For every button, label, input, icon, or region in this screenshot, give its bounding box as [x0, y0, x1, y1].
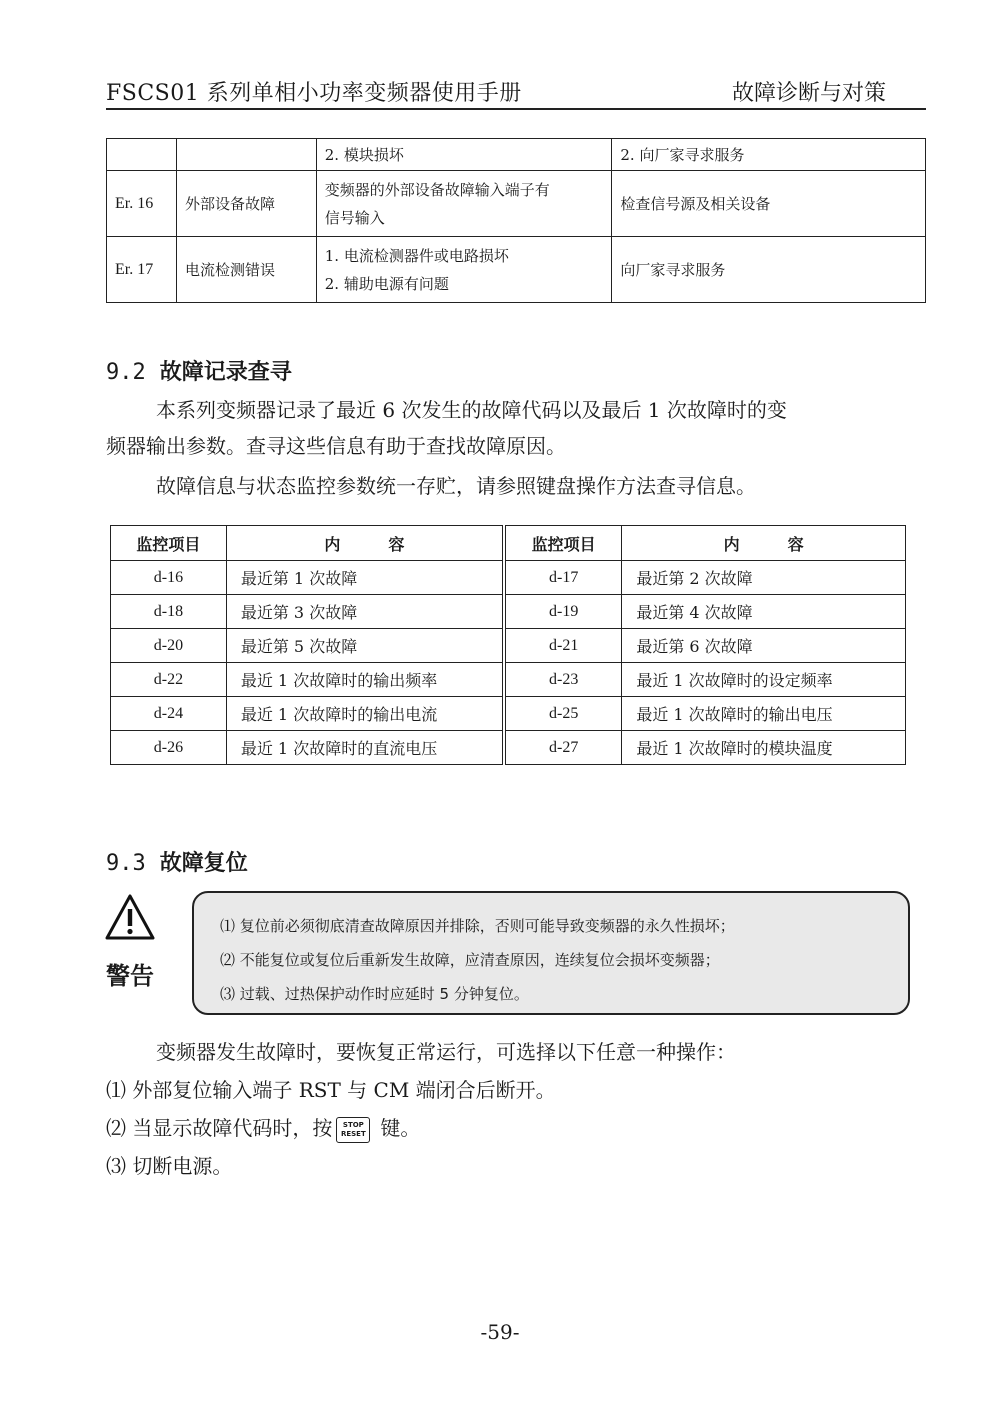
- table-row: [107, 171, 926, 237]
- monitor-code: d-27: [504, 731, 622, 765]
- fault-action: 检查信号源及相关设备: [612, 171, 926, 237]
- reset-step: ⑶ 切断电源。: [106, 1154, 233, 1178]
- monitor-code: d-24: [111, 697, 227, 731]
- fault-cause-line: 2. 模块损坏: [324, 145, 404, 164]
- monitor-content: 最近 1 次故障时的设定频率: [622, 663, 906, 697]
- table-row: [111, 697, 906, 731]
- column-header: 内 容: [622, 526, 906, 561]
- fault-name: 外部设备故障: [176, 171, 316, 237]
- fault-cause: [316, 139, 612, 171]
- monitor-content: 最近第 2 次故障: [622, 561, 906, 595]
- monitor-code: d-16: [111, 561, 227, 595]
- table-row: [111, 731, 906, 765]
- monitor-code: d-19: [504, 595, 622, 629]
- paragraph-line: 本系列变频器记录了最近 6 次发生的故障代码以及最后 1 次故障时的变: [156, 398, 787, 422]
- monitor-content: 最近第 6 次故障: [622, 629, 906, 663]
- monitor-content: 最近第 5 次故障: [226, 629, 504, 663]
- reset-step: [106, 1110, 420, 1146]
- monitor-content: 最近第 1 次故障: [226, 561, 504, 595]
- table-row: [107, 139, 926, 171]
- warning-triangle-icon: [104, 893, 156, 941]
- monitor-code: d-17: [504, 561, 622, 595]
- column-header: 内 容: [226, 526, 504, 561]
- fault-code: Er. 16: [107, 171, 177, 237]
- reset-step-text: ⑵ 当显示故障代码时，按: [106, 1116, 333, 1140]
- monitor-content: 最近 1 次故障时的输出电流: [226, 697, 504, 731]
- section-9-3-heading: [106, 846, 248, 877]
- paragraph-line: 频器输出参数。查寻这些信息有助于查找故障原因。: [106, 434, 566, 458]
- monitor-code: d-23: [504, 663, 622, 697]
- section-number: 9.3: [106, 851, 146, 876]
- section-number: 9.2: [106, 360, 146, 385]
- fault-cause-line: 信号输入: [324, 208, 385, 227]
- monitor-content: 最近第 3 次故障: [226, 595, 504, 629]
- table-row: [107, 237, 926, 303]
- key-label: STOP: [342, 1120, 364, 1129]
- stop-reset-key-icon: [336, 1117, 370, 1143]
- fault-table: [106, 138, 926, 303]
- monitor-content: 最近 1 次故障时的模块温度: [622, 731, 906, 765]
- reset-step-text: 键。: [380, 1116, 421, 1140]
- fault-code: [107, 139, 177, 171]
- monitor-code: d-18: [111, 595, 227, 629]
- fault-cause: [316, 171, 612, 237]
- fault-cause-line: 2. 辅助电源有问题: [324, 274, 449, 293]
- monitor-content: 最近第 4 次故障: [622, 595, 906, 629]
- fault-name: [176, 139, 316, 171]
- table-row: [111, 629, 906, 663]
- header-chapter: 故障诊断与对策: [731, 81, 886, 106]
- paragraph-line: 变频器发生故障时，要恢复正常运行，可选择以下任意一种操作：: [156, 1040, 736, 1064]
- fault-code: Er. 17: [107, 237, 177, 303]
- fault-action: 2. 向厂家寻求服务: [612, 139, 926, 171]
- monitor-code: d-21: [504, 629, 622, 663]
- column-header: 监控项目: [111, 526, 227, 561]
- reset-step: ⑴ 外部复位输入端子 RST 与 CM 端闭合后断开。: [106, 1078, 556, 1102]
- section-9-2-heading: [106, 355, 292, 386]
- warning-label: 警告: [106, 962, 154, 990]
- table-row: [111, 663, 906, 697]
- monitor-code: d-26: [111, 731, 227, 765]
- monitor-content: 最近 1 次故障时的输出频率: [226, 663, 504, 697]
- table-header-row: [111, 526, 906, 561]
- header-title: FSCS01 系列单相小功率变频器使用手册: [106, 81, 522, 106]
- table-row: [111, 561, 906, 595]
- monitor-code: d-22: [111, 663, 227, 697]
- monitor-content: 最近 1 次故障时的输出电压: [622, 697, 906, 731]
- warning-box: [192, 891, 910, 1015]
- section-title: 故障复位: [159, 851, 248, 876]
- column-header: 监控项目: [504, 526, 622, 561]
- section-title: 故障记录查寻: [159, 360, 292, 385]
- key-label: RESET: [340, 1129, 366, 1138]
- fault-cause-line: 1. 电流检测器件或电路损坏: [324, 246, 509, 265]
- fault-cause: [316, 237, 612, 303]
- monitor-code: d-25: [504, 697, 622, 731]
- table-row: [111, 595, 906, 629]
- warning-item: ⑵ 不能复位或复位后重新发生故障，应清查原因，连续复位会损坏变频器；: [220, 951, 720, 969]
- fault-name: 电流检测错误: [176, 237, 316, 303]
- fault-action: 向厂家寻求服务: [612, 237, 926, 303]
- warning-item: ⑴ 复位前必须彻底清查故障原因并排除，否则可能导致变频器的永久性损坏；: [220, 917, 735, 935]
- monitor-table: [110, 525, 906, 765]
- monitor-content: 最近 1 次故障时的直流电压: [226, 731, 504, 765]
- page-number: -59-: [480, 1320, 520, 1344]
- warning-item: ⑶ 过载、过热保护动作时应延时 5 分钟复位。: [220, 985, 529, 1003]
- fault-cause-line: 变频器的外部设备故障输入端子有: [324, 180, 550, 199]
- header-rule: [106, 108, 926, 110]
- paragraph-line: 故障信息与状态监控参数统一存贮，请参照键盘操作方法查寻信息。: [156, 474, 756, 498]
- monitor-code: d-20: [111, 629, 227, 663]
